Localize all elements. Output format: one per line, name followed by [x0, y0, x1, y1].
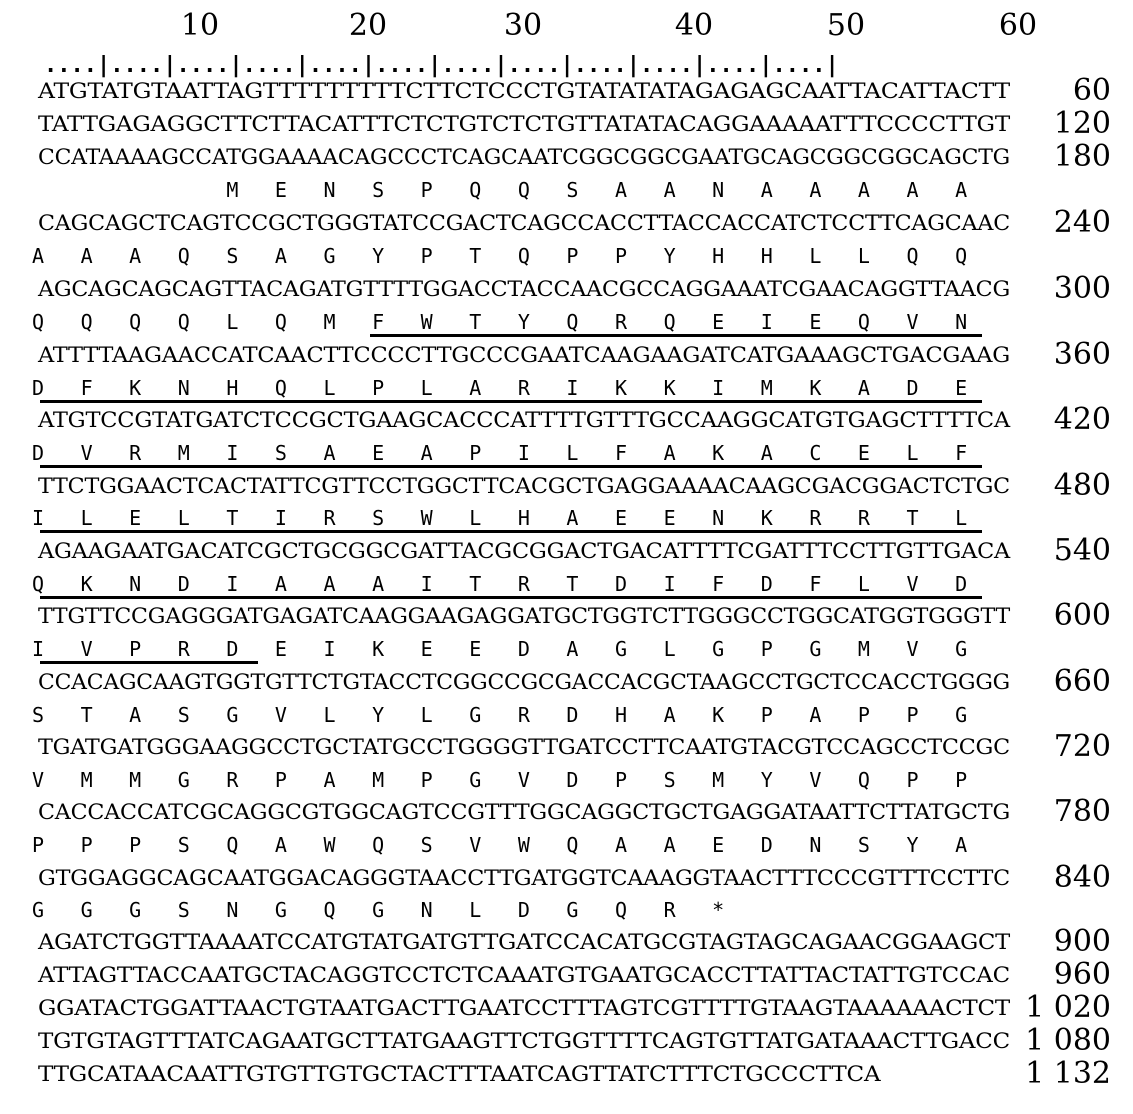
- protein-translation-line: Q Q Q Q L Q M F W T Y Q R Q E I E Q V N: [32, 310, 972, 334]
- dna-sequence-line: CCATAAAAGCCATGGAAAACAGCCCTCAGCAATCGGCGGCGAATGCAGCGGCGGCAGCTG: [38, 145, 1011, 169]
- domain-underline: [40, 661, 258, 664]
- domain-underline: [370, 334, 982, 337]
- position-number: 780: [1053, 794, 1111, 829]
- position-number: 840: [1053, 860, 1111, 895]
- protein-translation-line: I V P R D E I K E E D A G L G P G M V G: [32, 637, 972, 661]
- dna-sequence-line: CACCACCATCGCAGGCGTGGCAGTCCGTTTGGCAGGCTGCTGAGGATAATTCTTATGCTG: [38, 800, 1011, 824]
- protein-translation-line: P P P S Q A W Q S V W Q A A E D N S Y A: [32, 833, 972, 857]
- domain-underline: [40, 465, 982, 468]
- position-number: 960: [1053, 957, 1111, 992]
- dna-sequence-line: ATTTTAAGAACCATCAACTTCCCCTTGCCCGAATCAAGAAGATCATGAAAGCTGACGAAG: [38, 343, 1010, 367]
- ruler-number: 50: [826, 8, 866, 43]
- dna-sequence-line: ATTAGTTACCAATGCTACAGGTCCTCTCAAATGTGAATGCACCTTATTACTATTGTCCAC: [38, 963, 1010, 987]
- dna-sequence-line: GTGGAGGCAGCAATGGACAGGGTAACCTTGATGGTCAAAGGTAACTTTCCCGTTTCCTTC: [38, 866, 1010, 890]
- position-number: 420: [1053, 402, 1111, 437]
- position-number: 360: [1053, 337, 1111, 372]
- position-number: 540: [1053, 533, 1111, 568]
- dna-sequence-line: TTCTGGAACTCACTATTCGTTCCTGGCTTCACGCTGAGGAAAACAAGCGACGGACTCTGC: [38, 474, 1010, 498]
- dna-sequence-line: TTGCATAACAATTGTGTTGTGCTACTTTAATCAGTTATCTTTCTGCCCTTCA: [38, 1062, 881, 1086]
- protein-translation-line: V M M G R P A M P G V D P S M Y V Q P P: [32, 768, 972, 792]
- ruler-number: 20: [348, 8, 388, 43]
- dna-sequence-line: CAGCAGCTCAGTCCGCTGGGTATCCGACTCAGCCACCTTACCACCATCTCCTTCAGCAAC: [38, 211, 1011, 235]
- position-number: 60: [1072, 73, 1111, 108]
- ruler-tick-marks: ....|....|....|....|....|....|....|....|....|....|....|....|: [44, 53, 839, 78]
- protein-translation-line: D V R M I S A E A P I L F A K A C E L F: [32, 441, 972, 465]
- ruler-number: 30: [503, 8, 543, 43]
- protein-translation-line: D F K N H Q L P L A R I K K I M K A D E: [32, 376, 972, 400]
- position-number: 240: [1053, 205, 1111, 240]
- dna-sequence-line: AGCAGCAGCAGTTACAGATGTTTTGGACCTACCAACGCCAGGAAATCGAACAGGTTAACG: [38, 277, 1010, 301]
- dna-sequence-line: AGAAGAATGACATCGCTGCGGCGATTACGCGGACTGACATTTTCGATTTCCTTGTTGACA: [38, 539, 1010, 563]
- dna-sequence-line: TGTGTAGTTTATCAGAATGCTTATGAAGTTCTGGTTTTCAGTGTTATGATAAACTTGACC: [38, 1029, 1010, 1053]
- position-number: 1 132: [1025, 1056, 1111, 1091]
- protein-translation-line: S T A S G V L Y L G R D H A K P A P P G: [32, 703, 972, 727]
- dna-sequence-line: CCACAGCAAGTGGTGTTCTGTACCTCGGCCGCGACCACGCTAAGCCTGCTCCACCTGGGG: [38, 670, 1010, 694]
- dna-sequence-line: TTGTTCCGAGGGATGAGATCAAGGAAGAGGATGCTGGTCTTGGGCCTGGCATGGTGGGTT: [38, 604, 1011, 628]
- position-number: 300: [1053, 271, 1111, 306]
- protein-translation-line: A A A Q S A G Y P T Q P P Y H H L L Q Q: [32, 244, 972, 268]
- protein-translation-line: M E N S P Q Q S A A N A A A A A: [32, 178, 972, 202]
- dna-sequence-line: ATGTATGTAATTAGTTTTTTTTTCTTCTCCCTGTATATATAGAGAGCAATTACATTACTT: [38, 79, 1010, 103]
- dna-sequence-line: TGATGATGGGAAGGCCTGCTATGCCTGGGGTTGATCCTTCAATGTACGTCCAGCCTCCGC: [38, 735, 1010, 759]
- ruler-number: 10: [180, 8, 220, 43]
- protein-translation-line: G G G S N G Q G N L D G Q R *: [32, 898, 729, 922]
- domain-underline: [40, 530, 982, 533]
- ruler-number: 60: [998, 8, 1038, 43]
- position-number: 480: [1053, 468, 1111, 503]
- position-number: 180: [1053, 139, 1111, 174]
- dna-sequence-line: ATGTCCGTATGATCTCCGCTGAAGCACCCATTTTGTTTGCCAAGGCATGTGAGCTTTTCA: [38, 408, 1010, 432]
- position-number: 660: [1053, 664, 1111, 699]
- position-number: 120: [1053, 106, 1111, 141]
- position-number: 1 080: [1025, 1023, 1111, 1058]
- protein-translation-line: Q K N D I A A A I T R T D I F D F L V D: [32, 572, 972, 596]
- protein-translation-line: I L E L T I R S W L H A E E N K R R T L: [32, 506, 972, 530]
- position-number: 1 020: [1025, 990, 1111, 1025]
- ruler-number: 40: [674, 8, 714, 43]
- dna-sequence-line: AGATCTGGTTAAAATCCATGTATGATGTTGATCCACATGCGTAGTAGCAGAACGGAAGCT: [38, 930, 1010, 954]
- dna-sequence-line: TATTGAGAGGCTTCTTACATTTCTCTGTCTCTGTTATATACAGGAAAAATTTCCCCTTGT: [38, 112, 1010, 136]
- domain-underline: [40, 596, 982, 599]
- domain-underline: [40, 400, 982, 403]
- position-number: 720: [1053, 729, 1111, 764]
- position-number: 600: [1053, 598, 1111, 633]
- position-number: 900: [1053, 924, 1111, 959]
- dna-sequence-line: GGATACTGGATTAACTGTAATGACTTGAATCCTTTAGTCGTTTTGTAAGTAAAAAACTCT: [38, 996, 1010, 1020]
